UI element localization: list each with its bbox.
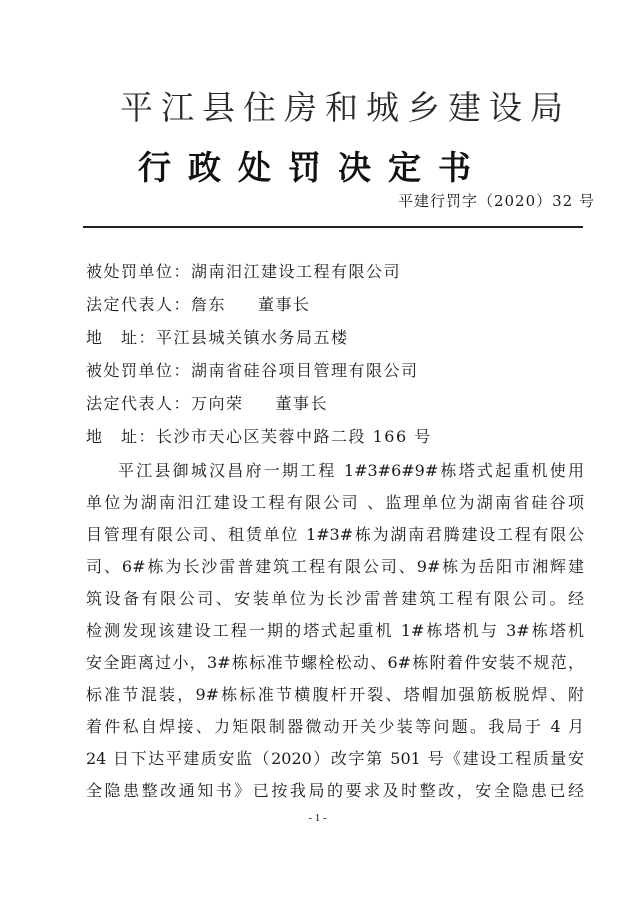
party-2-unit bbox=[86, 358, 586, 381]
party-2-representative bbox=[86, 391, 586, 414]
party-label: 被处罚单位： bbox=[86, 361, 192, 380]
party-value: 詹东 bbox=[191, 295, 227, 314]
party-1-address bbox=[86, 325, 586, 348]
party-label: 地 址： bbox=[86, 427, 157, 446]
party-label: 地 址： bbox=[86, 328, 157, 347]
body-paragraph-line: 全隐患整改通知书》已按我局的要求及时整改，安全隐患已经 bbox=[86, 781, 584, 800]
party-1-unit bbox=[86, 259, 586, 282]
body-paragraph-line: 目管理有限公司、租赁单位 1#3#栋为湖南君腾建设工程有限公 bbox=[86, 525, 584, 544]
page-number: - 1 - bbox=[308, 812, 327, 824]
party-value: 湖南汨江建设工程有限公司 bbox=[191, 262, 402, 281]
body-paragraph-line: 着件私自焊接、力矩限制器微动开关少装等问题。我局于 4 月 bbox=[86, 717, 584, 736]
body-paragraph-line: 平江县御城汉昌府一期工程 1#3#6#9#栋塔式起重机使用 bbox=[118, 461, 584, 480]
party-role: 董事长 bbox=[258, 295, 311, 314]
document-title: 行政处罚决定书 bbox=[138, 148, 488, 187]
party-label: 被处罚单位： bbox=[86, 262, 192, 281]
party-1-representative bbox=[86, 292, 586, 315]
party-label: 法定代表人： bbox=[86, 295, 192, 314]
body-paragraph-line: 单位为湖南汨江建设工程有限公司 、监理单位为湖南省硅谷项 bbox=[86, 493, 584, 512]
body-paragraph-line: 24 日下达平建质安监（2020）改字第 501 号《建设工程质量安 bbox=[86, 749, 584, 768]
header-divider bbox=[83, 226, 583, 228]
body-paragraph-line: 筑设备有限公司、安装单位为长沙雷普建筑工程有限公司。经 bbox=[86, 589, 584, 608]
body-paragraph-line: 标准节混装，9#栋标准节横腹杆开裂、塔帽加强筋板脱焊、附 bbox=[86, 685, 584, 704]
document-number: 平建行罚字（2020）32 号 bbox=[397, 192, 595, 210]
party-value: 万向荣 bbox=[191, 394, 244, 413]
body-paragraph-line: 检测发现该建设工程一期的塔式起重机 1#栋塔机与 3#栋塔机 bbox=[86, 621, 584, 640]
party-role: 董事长 bbox=[275, 394, 329, 413]
party-value: 湖南省硅谷项目管理有限公司 bbox=[191, 361, 419, 380]
party-label: 法定代表人： bbox=[86, 394, 192, 413]
party-value: 平江县城关镇水务局五楼 bbox=[156, 328, 349, 347]
party-value: 长沙市天心区芙蓉中路二段 166 号 bbox=[156, 427, 432, 446]
body-paragraph-line: 安全距离过小，3#栋标准节螺栓松动、6#栋附着件安装不规范， bbox=[86, 653, 584, 672]
party-2-address bbox=[86, 424, 586, 447]
issuing-agency: 平江县住房和城乡建设局 bbox=[120, 88, 571, 127]
body-paragraph-line: 司、6#栋为长沙雷普建筑工程有限公司、9#栋为岳阳市湘辉建 bbox=[86, 557, 584, 576]
